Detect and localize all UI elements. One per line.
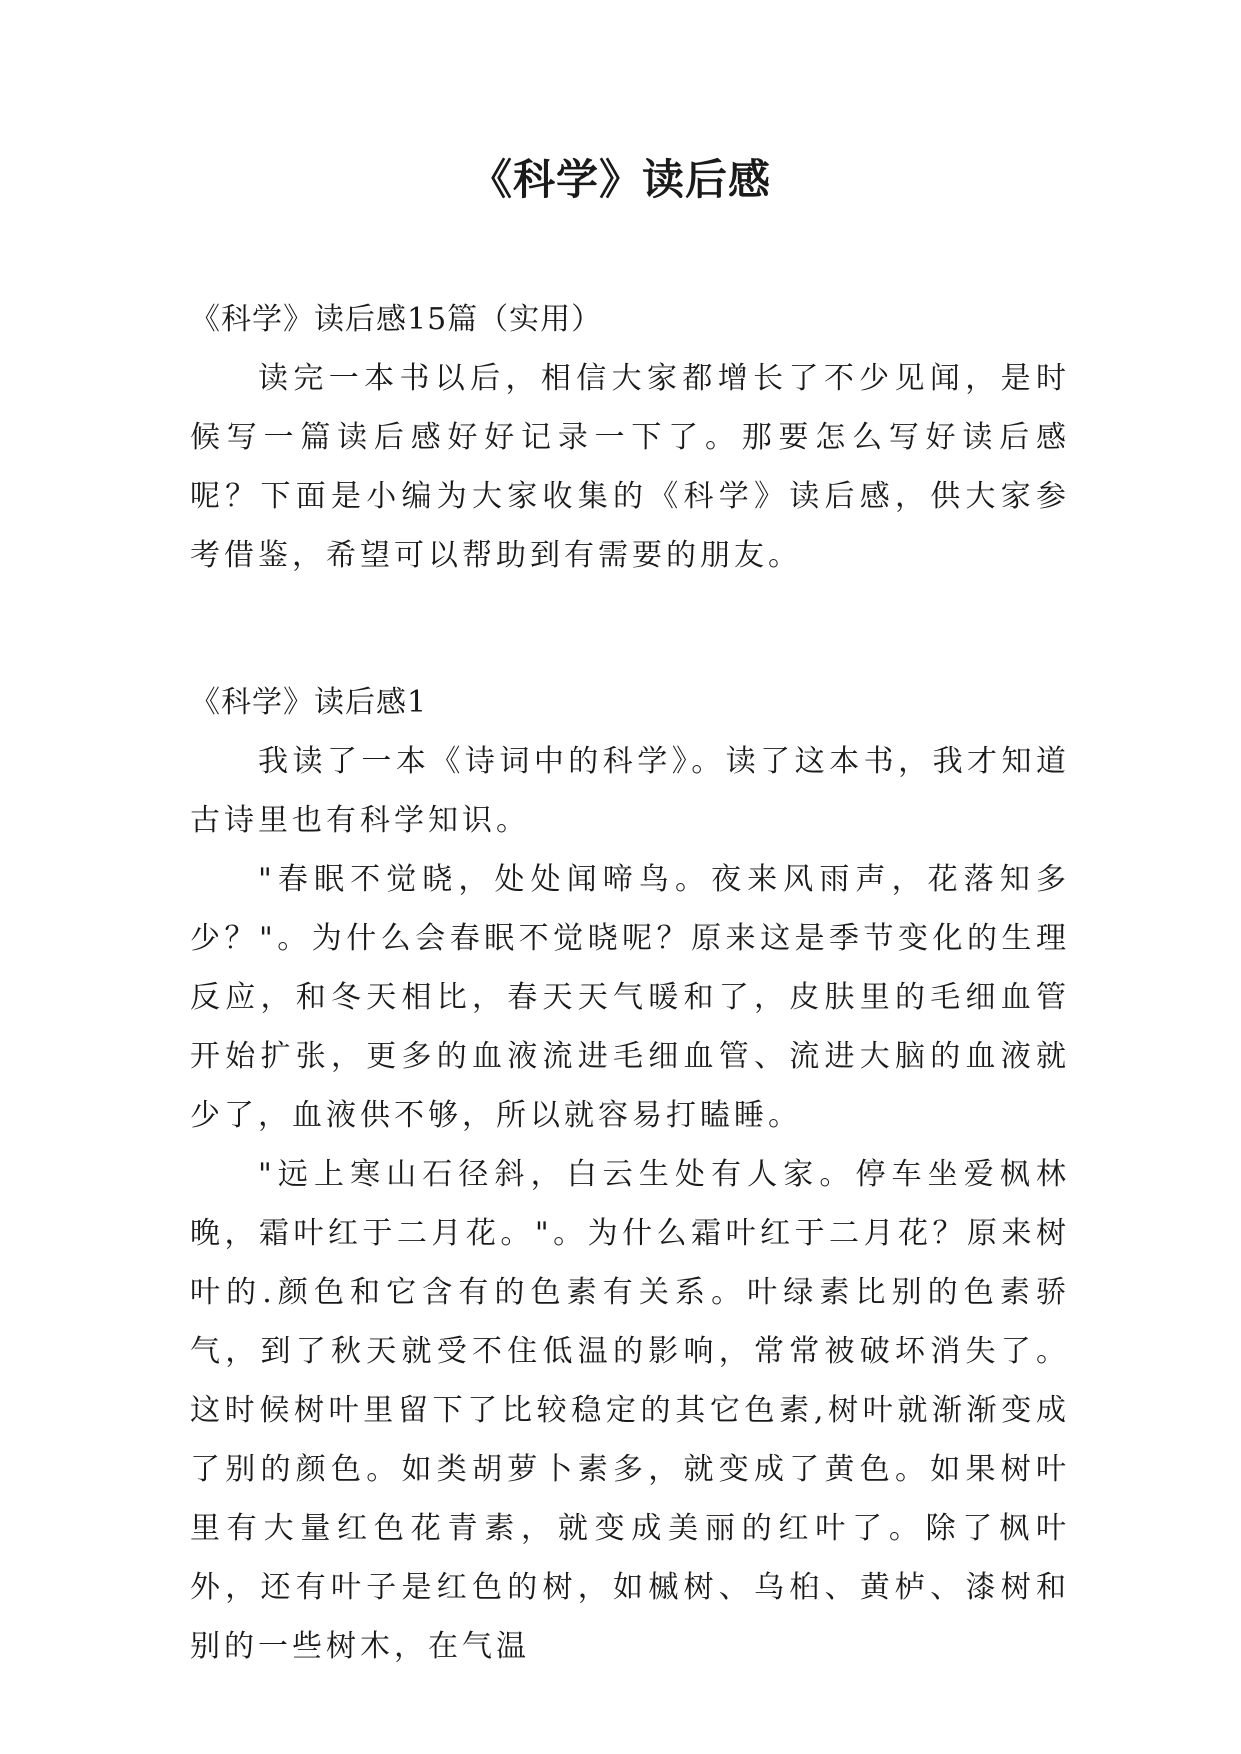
intro-paragraph: 读完一本书以后，相信大家都增长了不少见闻，是时候写一篇读后感好好记录一下了。那要怎么写好读后感呢？下面是小编为大家收集的《科学》读后感，供大家参考借鉴，希望可以帮助到有需要的朋友。 [190,361,1070,573]
section-heading: 《科学》读后感1 [190,685,428,720]
document-body [190,290,1070,1676]
document-title: 《科学》读后感 [469,155,771,204]
body-paragraph: "春眠不觉晓，处处闻啼鸟。夜来风雨声，花落知多少？"。为什么会春眠不觉晓呢？原来这是季节变化的生理反应，和冬天相比，春天天气暖和了，皮肤里的毛细血管开始扩张，更多的血液流进毛细血管、流进大脑的血液就少了，血液供不够，所以就容易打瞌睡。 [190,862,1070,1133]
section-spacer [190,585,1070,673]
body-paragraph: "远上寒山石径斜，白云生处有人家。停车坐爱枫林晚，霜叶红于二月花。"。为什么霜叶红于二月花？原来树叶的.颜色和它含有的色素有关系。叶绿素比别的色素骄气，到了秋天就受不住低温的影响，常常被破坏消失了。这时候树叶里留下了比较稳定的其它色素,树叶就渐渐变成了别的颜色。如类胡萝卜素多，就变成了黄色。如果树叶里有大量红色花青素，就变成美丽的红叶了。除了枫叶外，还有叶子是红色的树，如槭树、乌桕、黄栌、漆树和别的一些树木，在气温 [190,1157,1070,1664]
intro-subtitle: 《科学》读后感15篇（实用） [190,302,603,337]
body-paragraph: 我读了一本《诗词中的科学》。读了这本书，我才知道古诗里也有科学知识。 [190,744,1070,838]
